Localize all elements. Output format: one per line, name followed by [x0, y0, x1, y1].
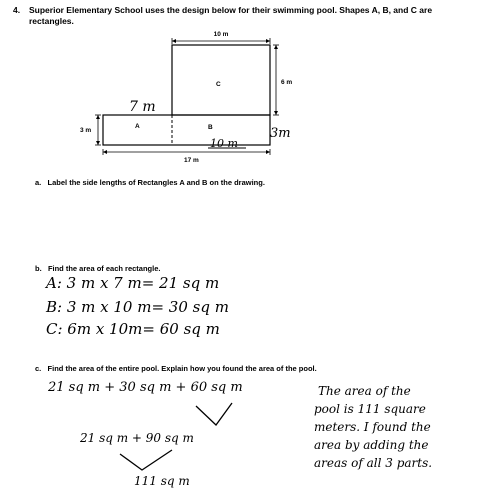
handwritten-right-height: 3m: [270, 126, 291, 141]
work-line-2: 21 sq m + 90 sq m: [80, 431, 194, 445]
explanation-line-4: area by adding the: [314, 438, 429, 452]
work-line-3: 111 sq m: [134, 474, 190, 488]
question-number: 4.: [13, 5, 21, 15]
part-b-text: Find the area of each rectangle.: [47, 264, 161, 273]
part-c-label: c.: [35, 364, 42, 373]
answer-area-c: C: 6m x 10m= 60 sq m: [46, 320, 220, 338]
check-mark-upper: [196, 403, 232, 425]
question-text: Superior Elementary School uses the design below for their swimming pool. Shapes A, B, and C are rectangles.: [29, 5, 433, 26]
left-dimension-label: 3 m: [80, 127, 92, 134]
explanation-line-1: The area of the: [318, 384, 411, 398]
explanation-line-2: pool is 111 square: [314, 402, 426, 416]
right-dimension-label: 6 m: [281, 79, 293, 86]
part-a-text: Label the side lengths of Rectangles A and B on the drawing.: [47, 178, 265, 187]
answer-area-a: A: 3 m x 7 m= 21 sq m: [46, 274, 220, 292]
part-a-label: a.: [35, 178, 42, 187]
label-b: B: [208, 124, 213, 131]
explanation-line-5: areas of all 3 parts.: [314, 456, 433, 470]
top-dimension-label: 10 m: [213, 31, 229, 38]
part-c-text: Find the area of the entire pool. Explain how you found the area of the pool.: [47, 364, 317, 373]
bottom-dimension-label: 17 m: [184, 157, 199, 164]
answer-area-b: B: 3 m x 10 m= 30 sq m: [46, 298, 229, 316]
work-line-1: 21 sq m + 30 sq m + 60 sq m: [48, 380, 243, 395]
part-b-label: b.: [35, 264, 42, 273]
check-mark-lower: [120, 450, 172, 470]
label-c: C: [216, 81, 221, 88]
explanation-line-3: meters. I found the: [314, 420, 431, 434]
handwritten-a-width: 7 m: [129, 99, 156, 115]
handwritten-b-width: 10 m: [210, 137, 238, 150]
label-a: A: [135, 123, 140, 130]
